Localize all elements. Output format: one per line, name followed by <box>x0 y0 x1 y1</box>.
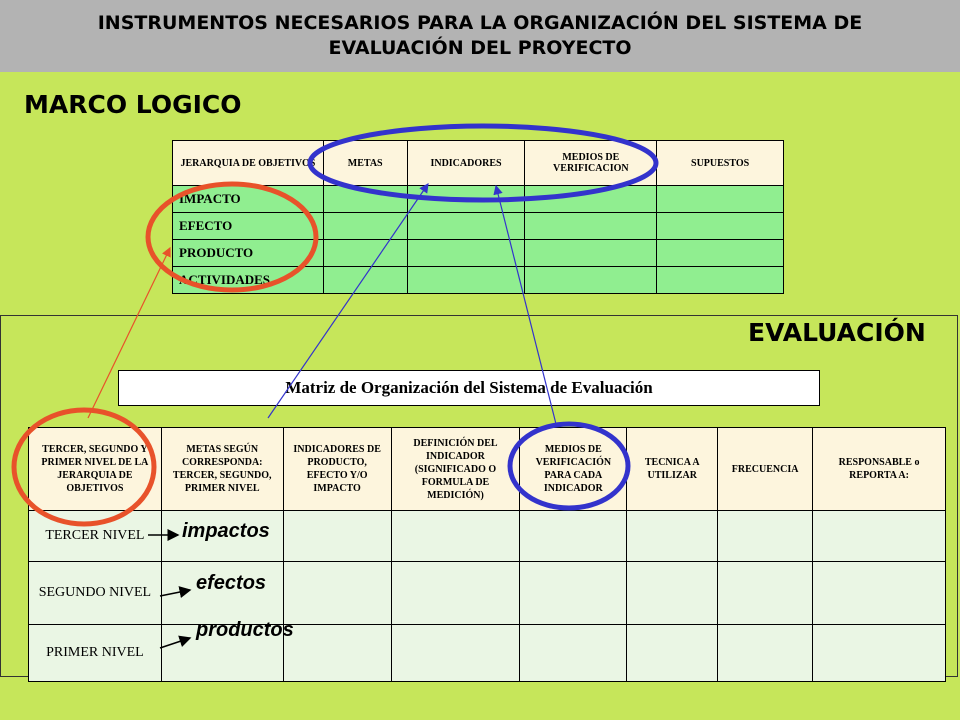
header-line-1: INSTRUMENTOS NECESARIOS PARA LA ORGANIZACIÓN DEL SISTEMA DE <box>97 12 863 34</box>
annotation-productos: productos <box>196 619 294 641</box>
blue-highlight-ellipse <box>510 424 628 508</box>
black-arrow <box>160 590 190 596</box>
evaluacion-title: EVALUACIÓN <box>748 318 926 347</box>
matrix-level-label: TERCER NIVEL <box>29 511 162 562</box>
blue-connector-arrow <box>268 184 428 418</box>
marco-col-header: INDICADORES <box>407 141 525 186</box>
blue-highlight-ellipse <box>310 126 656 200</box>
matrix-col-header: TERCER, SEGUNDO Y PRIMER NIVEL DE LA JERARQUIA DE OBJETIVOS <box>29 428 162 511</box>
header-line-2: EVALUACIÓN DEL PROYECTO <box>328 37 632 59</box>
black-arrow <box>160 638 190 648</box>
red-connector-arrow <box>88 248 170 418</box>
matrix-col-header: TECNICA A UTILIZAR <box>627 428 718 511</box>
matrix-level-label: SEGUNDO NIVEL <box>29 562 162 625</box>
matrix-title: Matriz de Organización del Sistema de Evaluación <box>118 370 820 406</box>
marco-row-label: PRODUCTO <box>173 240 324 267</box>
blue-connector-arrow <box>496 186 556 424</box>
red-highlight-ellipse <box>14 410 154 524</box>
annotation-efectos: efectos <box>196 572 267 594</box>
marco-row-label: IMPACTO <box>173 186 324 213</box>
matrix-level-label: PRIMER NIVEL <box>29 625 162 682</box>
marco-col-header: SUPUESTOS <box>657 141 784 186</box>
marco-row-label: ACTIVIDADES <box>173 267 324 294</box>
matrix-col-header: RESPONSABLE o REPORTA A: <box>813 428 946 511</box>
marco-col-header: METAS <box>323 141 407 186</box>
annotation-impactos: impactos <box>182 520 270 542</box>
marco-col-header: MEDIOS DE VERIFICACION <box>525 141 657 186</box>
red-highlight-ellipse <box>148 184 316 290</box>
matrix-col-header: INDICADORES DE PRODUCTO, EFECTO Y/O IMPACTO <box>283 428 391 511</box>
matrix-col-header: MEDIOS DE VERIFICACIÓN PARA CADA INDICADOR <box>520 428 627 511</box>
marco-row-label: EFECTO <box>173 213 324 240</box>
matrix-col-header: METAS SEGÚN CORRESPONDA: TERCER, SEGUNDO, PRIMER NIVEL <box>161 428 283 511</box>
marco-col-header: JERARQUIA DE OBJETIVOS <box>173 141 324 186</box>
matrix-col-header: DEFINICIÓN DEL INDICADOR (SIGNIFICADO O FORMULA DE MEDICIÓN) <box>391 428 520 511</box>
marco-logico-title: MARCO LOGICO <box>24 90 242 119</box>
matrix-col-header: FRECUENCIA <box>718 428 813 511</box>
